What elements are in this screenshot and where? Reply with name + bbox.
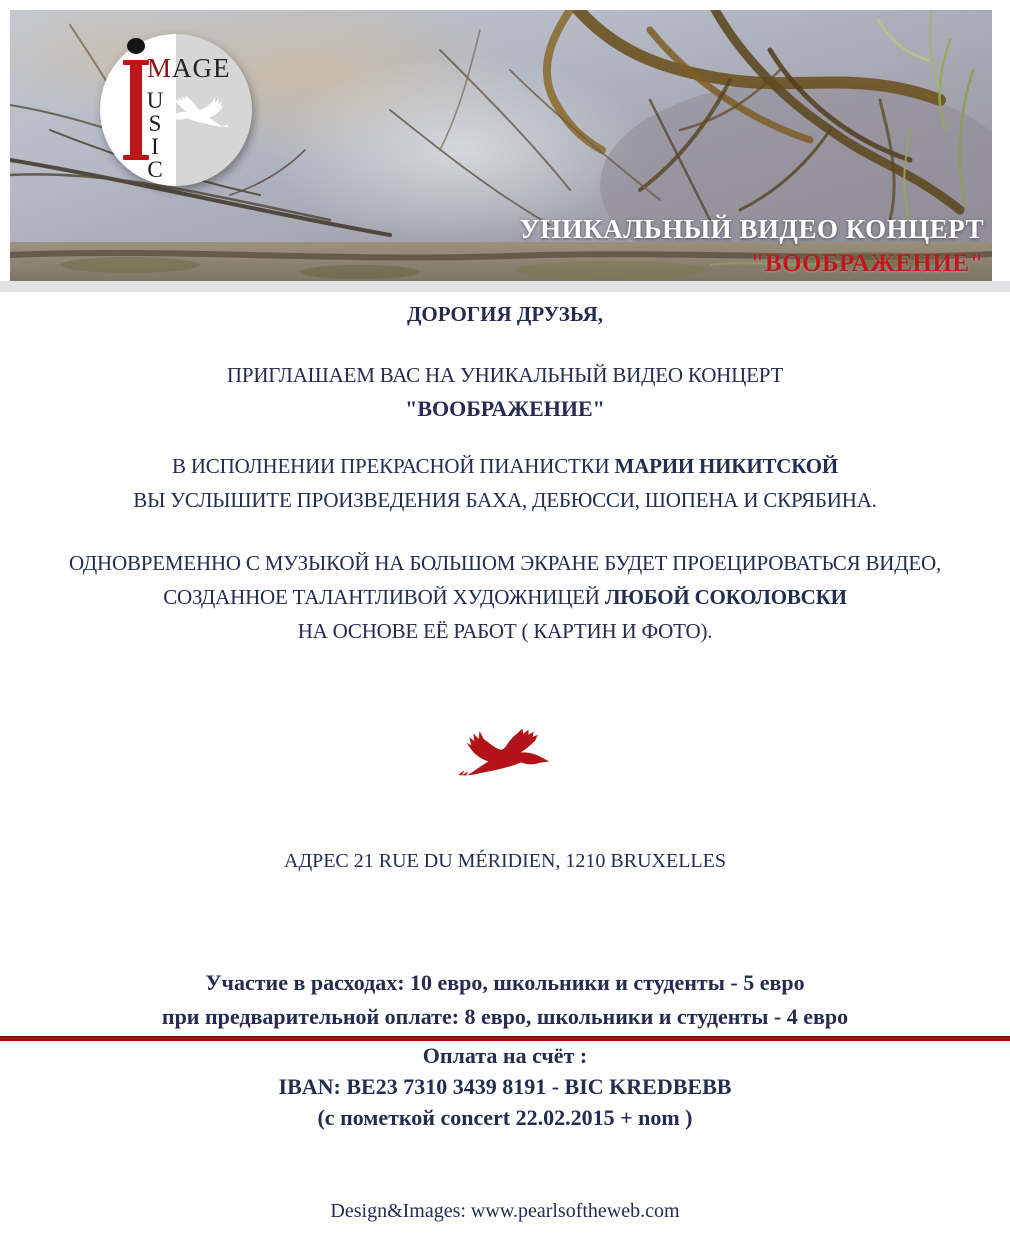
pricing-line1: Участие в расходах: 10 евро, школьники и студенты - 5 евро <box>205 970 805 995</box>
image-music-logo <box>100 34 252 186</box>
video-block <box>0 546 1010 648</box>
video-line3: НА ОСНОВЕ ЕЁ РАБОТ ( КАРТИН И ФОТО). <box>297 619 713 643</box>
red-bird-icon <box>451 724 555 782</box>
pricing-line2: при предварительной оплате: 8 евро, школьники и студенты - 4 евро <box>161 1004 849 1029</box>
address-line: АДРЕС 21 RUE DU MÉRIDIEN, 1210 BRUXELLES <box>284 850 726 872</box>
concert-title: "ВООБРАЖЕНИЕ" <box>405 396 605 421</box>
logo-letter-u: U <box>146 88 164 113</box>
performer-line <box>0 449 1010 483</box>
video-line1: ОДНОВРЕМЕННО С МУЗЫКОЙ НА БОЛЬШОМ ЭКРАНЕ БУДЕТ ПРОЕЦИРОВАТЬСЯ ВИДЕО, <box>68 551 941 575</box>
video-line2-prefix: СОЗДАННОЕ ТАЛАНТЛИВОЙ ХУДОЖНИЦЕЙ <box>163 585 605 609</box>
header-title-line2: "ВООБРАЖЕНИЕ" <box>750 250 984 277</box>
logo-letter-m: M <box>147 53 173 83</box>
header-bottom-strip <box>0 281 1010 292</box>
payment-block <box>0 1040 1010 1133</box>
logo-word-mage <box>147 55 231 82</box>
performer-prefix: В ИСПОЛНЕНИИ ПРЕКРАСНОЙ ПИАНИСТКИ <box>171 454 615 478</box>
performer-block <box>0 449 1010 517</box>
logo-letter-i-serif-top <box>123 60 149 65</box>
artist-name: ЛЮБОЙ СОКОЛОВСКИ <box>604 585 847 609</box>
payment-iban-line: IBAN: BE23 7310 3439 8191 - BIC KREDBEBB <box>278 1074 732 1099</box>
logo-letter-s: S <box>148 111 162 136</box>
logo-i-dot <box>127 38 145 54</box>
footer-credit: Design&Images: www.pearlsoftheweb.com <box>330 1200 680 1222</box>
logo-letter-c: C <box>147 157 163 182</box>
payment-note-line: (с пометкой concert 22.02.2015 + nom ) <box>317 1105 693 1130</box>
program-line: ВЫ УСЛЫШИТЕ ПРОИЗВЕДЕНИЯ БАХА, ДЕБЮССИ, ШОПЕНА И СКРЯБИНА. <box>133 488 877 512</box>
logo-letters-age: AGE <box>172 53 231 83</box>
invitation-block <box>0 358 1010 426</box>
header-title-line1: УНИКАЛЬНЫЙ ВИДЕО КОНЦЕРТ <box>519 214 984 244</box>
video-line2 <box>0 580 1010 614</box>
header-photo-banner <box>10 10 992 281</box>
greeting-line: ДОРОГИЯ ДРУЗЬЯ, <box>406 302 604 326</box>
payment-heading: Оплата на счёт : <box>422 1043 588 1068</box>
invitation-line: ПРИГЛАШАЕМ ВАС НА УНИКАЛЬНЫЙ ВИДЕО КОНЦЕРТ <box>226 363 784 387</box>
logo-letter-i2: I <box>151 134 159 159</box>
performer-name: МАРИИ НИКИТСКОЙ <box>614 454 839 478</box>
white-dove-icon <box>164 92 234 132</box>
